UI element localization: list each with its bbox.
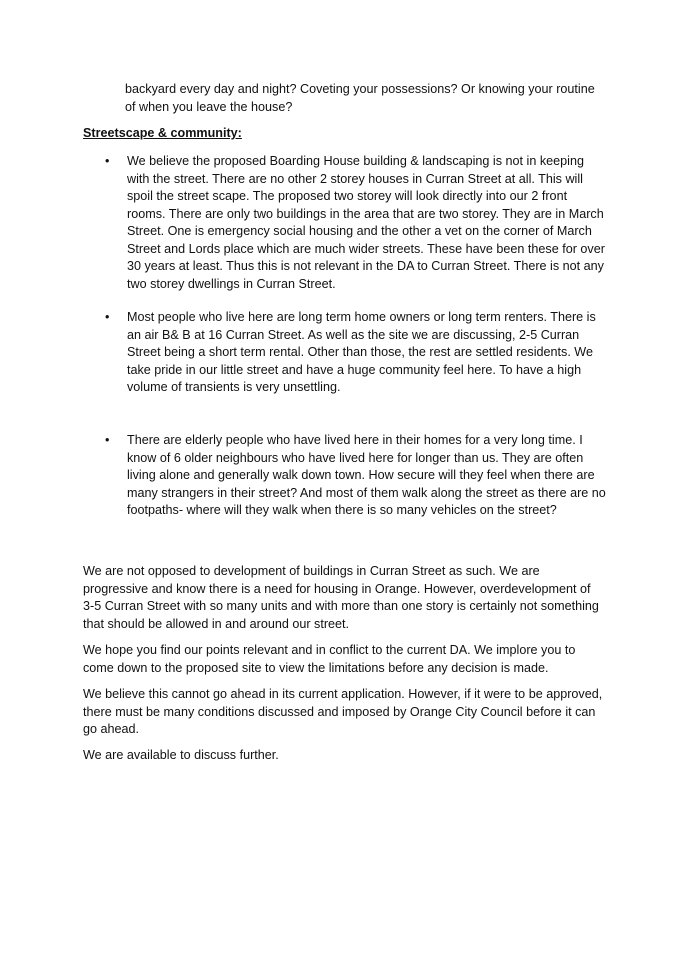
bullet-text: There are elderly people who have lived here in their homes for a very long time. I know of 6 older neighbours who have lived here for longer than us. They are often living alone and generally walk down town. How secure will they feel when there are many strangers in their street? And most of them walk along the street as there are no footpaths- where will they walk when there is so many vehicles on the street? <box>127 433 606 517</box>
bullet-icon: • <box>105 310 110 324</box>
bullet-text: Most people who live here are long term home owners or long term renters. There is an air B& B at 16 Curran Street. As well as the site we are discussing, 2-5 Curran Street being a short term rental. Other than those, the rest are settled residents. We take pride in our little street and have a huge community feel here. To have a high volume of transients is very unsettling. <box>127 310 596 394</box>
paragraph: We hope you find our points relevant and in conflict to the current DA. We implore you to come down to the proposed site to view the limitations before any decision is made. <box>83 643 576 675</box>
intro-continuation-text: backyard every day and night? Coveting your possessions? Or knowing your routine of when you leave the house? <box>125 82 595 114</box>
bullet-icon: • <box>105 433 110 447</box>
paragraph: We believe this cannot go ahead in its current application. However, if it were to be approved, there must be many conditions discussed and imposed by Orange City Council before it can go ahead. <box>83 687 603 736</box>
bullet-text: We believe the proposed Boarding House building & landscaping is not in keeping with the street. There are no other 2 storey houses in Curran Street at all. This will spoil the street scape. The proposed two storey will look directly into our 2 front rooms. There are only two buildings in the area that are two storey. They are in March Street. One is emergency social housing and the other a vet on the corner of March Street and Lords place which are much wider streets. These have been these for over 30 years at least. Thus this is not relevant in the DA to Curran Street. There is not any two storey dwellings in Curran Street. <box>127 154 605 291</box>
bullet-icon: • <box>105 154 110 168</box>
paragraph: We are not opposed to development of buildings in Curran Street as such. We are progressive and know there is a need for housing in Orange. However, overdevelopment of 3-5 Curran Street with so many units and with more than one story is certainly not something that should be allowed in and around our street. <box>83 564 599 631</box>
closing-paragraph: We are available to discuss further. <box>83 748 279 762</box>
section-heading: Streetscape & community: <box>83 126 242 140</box>
